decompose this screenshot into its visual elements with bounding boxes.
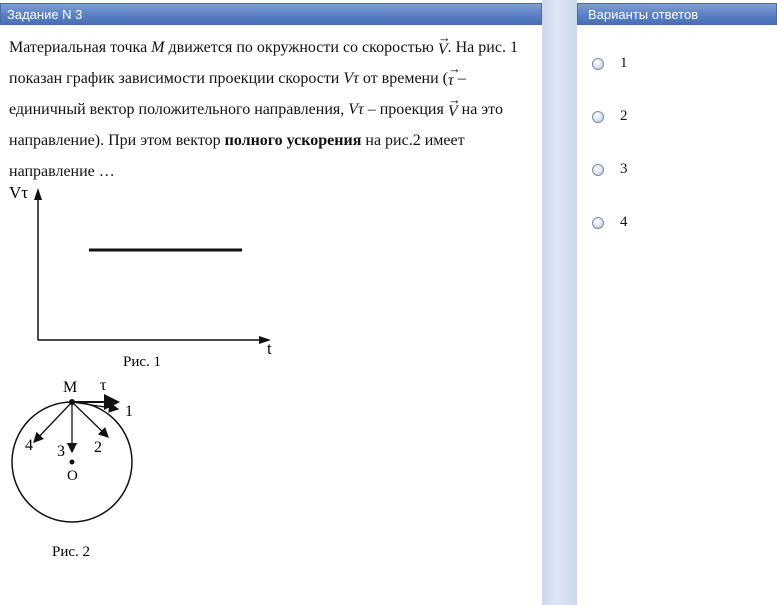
radio-button[interactable]: [592, 111, 604, 123]
fig2-caption: Рис. 2: [52, 544, 91, 560]
radio-button[interactable]: [592, 164, 604, 176]
figure-1-graph: [5, 180, 305, 375]
fig1-ylabel: Vτ: [9, 183, 29, 202]
question-part: от времени (: [358, 70, 448, 87]
fig2-center-label: O: [67, 468, 78, 484]
answer-label: 1: [620, 55, 628, 71]
fig2-point-label: M: [63, 379, 78, 396]
fig2-center: [70, 460, 75, 465]
task-header: [0, 3, 542, 25]
answer-label: 3: [620, 161, 628, 177]
vector-tau: → τ: [448, 61, 461, 89]
answers-title: Варианты ответов: [588, 7, 699, 22]
question-part: на это направление). При этом вектор: [9, 101, 503, 149]
radio-button[interactable]: [592, 217, 604, 229]
vector-v: → V: [437, 30, 451, 58]
question-text: [9, 32, 529, 187]
fig1-caption: Рис. 1: [123, 354, 162, 370]
fig2-arrow-label-1: 1: [125, 403, 133, 420]
question-part: движется по окружности со скоростью: [164, 39, 438, 56]
fig2-tau-label: τ: [100, 377, 107, 394]
question-part: Материальная точка: [9, 39, 152, 56]
panel-divider: [542, 0, 577, 605]
v-tau-symbol: Vτ: [348, 101, 364, 118]
question-part: на рис.2 имеет направление …: [9, 132, 465, 180]
fig2-arrow-label-3: 3: [57, 443, 65, 460]
figure-2-circle: [5, 372, 165, 567]
radio-button[interactable]: [592, 58, 604, 70]
point-name: M: [151, 39, 165, 56]
fig2-arrow-4: [34, 402, 72, 442]
question-emphasis: полного ускорения: [224, 132, 362, 149]
v-tau-symbol: Vτ: [343, 70, 359, 87]
answers-header: [577, 3, 777, 25]
answer-label: 2: [620, 108, 628, 124]
question-part: – проекция: [363, 101, 448, 118]
question-part: – единичный вектор положительного направления,: [9, 70, 466, 118]
vector-v: → V: [447, 92, 461, 120]
task-title: Задание N 3: [7, 7, 83, 22]
fig2-arrow-label-2: 2: [94, 439, 102, 456]
fig2-arrow-label-4: 4: [25, 437, 33, 454]
question-part: . На рис. 1 показан график зависимости проекции скорости: [9, 39, 518, 87]
fig1-xlabel: t: [267, 339, 272, 358]
fig1-y-arrowhead: [34, 188, 42, 200]
answer-label: 4: [620, 214, 628, 230]
